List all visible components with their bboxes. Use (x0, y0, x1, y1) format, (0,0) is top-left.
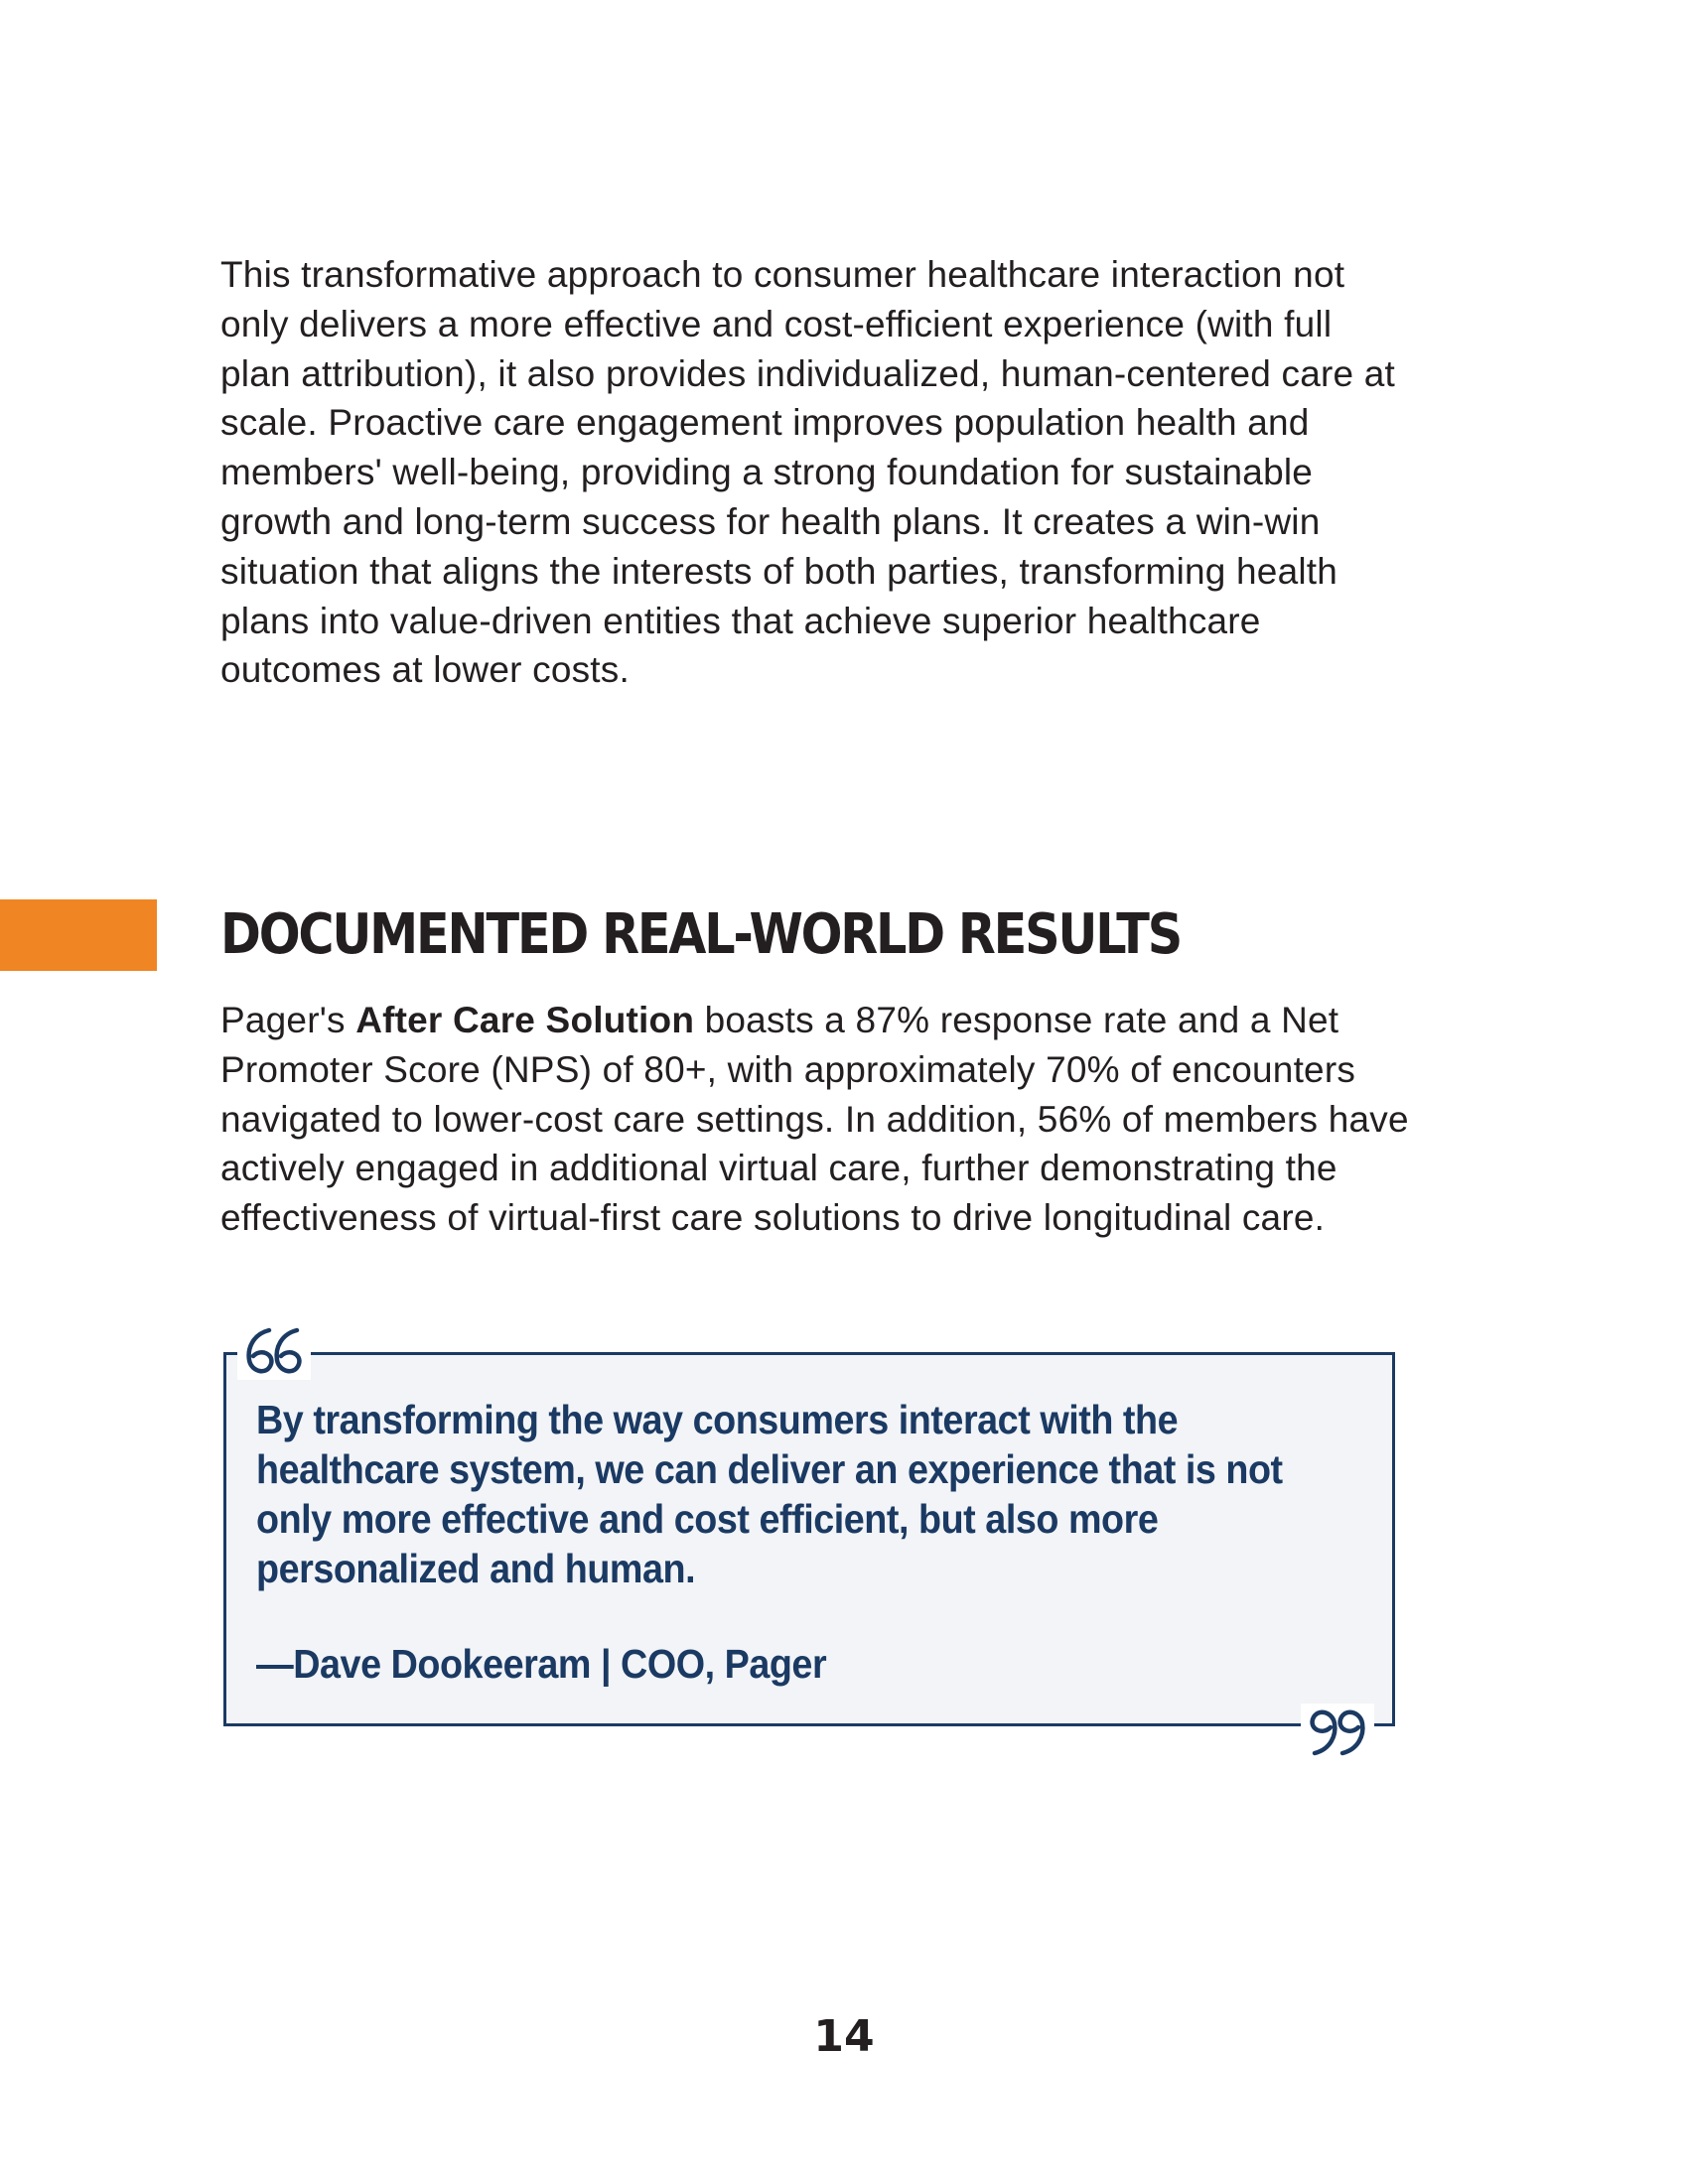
pull-quote-text: By transforming the way consumers interact with the healthcare system, we can deliver an experience that is not only more effective and cost efficient, but also more personalized and human. (256, 1397, 1283, 1591)
pull-quote-attribution: —Dave Dookeeram | COO, Pager (256, 1641, 827, 1687)
section-heading: DOCUMENTED REAL-WORLD RESULTS (220, 902, 1181, 967)
page-number: 14 (813, 2011, 875, 2062)
results-body: boasts a 87% response rate and a Net Promoter Score (NPS) of 80+, with approximately 70% of encounters navigated to lower-cost care settings. In addition, 56% of members have actively engaged in additional virtual care, further demonstrating the effectiveness of virtual-first care solutions to drive longitudinal care. (220, 1000, 1409, 1239)
intro-paragraph: This transformative approach to consumer healthcare interaction not only delivers a more effective and cost-efficient experience (with full plan attribution), it also provides individualized, human-centered care at scale. Proactive care engagement improves population health and members' well-being, providing a strong foundation for sustainable growth and long-term success for health plans. It creates a win-win situation that aligns the interests of both parties, transforming health plans into value-driven entities that achieve superior healthcare outcomes at lower costs. (220, 254, 1396, 691)
results-prefix: Pager's (220, 1000, 356, 1040)
results-paragraph (220, 996, 1412, 1243)
open-quote-icon (237, 1324, 311, 1380)
pull-quote-box (223, 1352, 1395, 1726)
product-name: After Care Solution (355, 1000, 695, 1040)
close-quote-icon (1301, 1704, 1374, 1759)
section-accent-bar (0, 899, 157, 971)
